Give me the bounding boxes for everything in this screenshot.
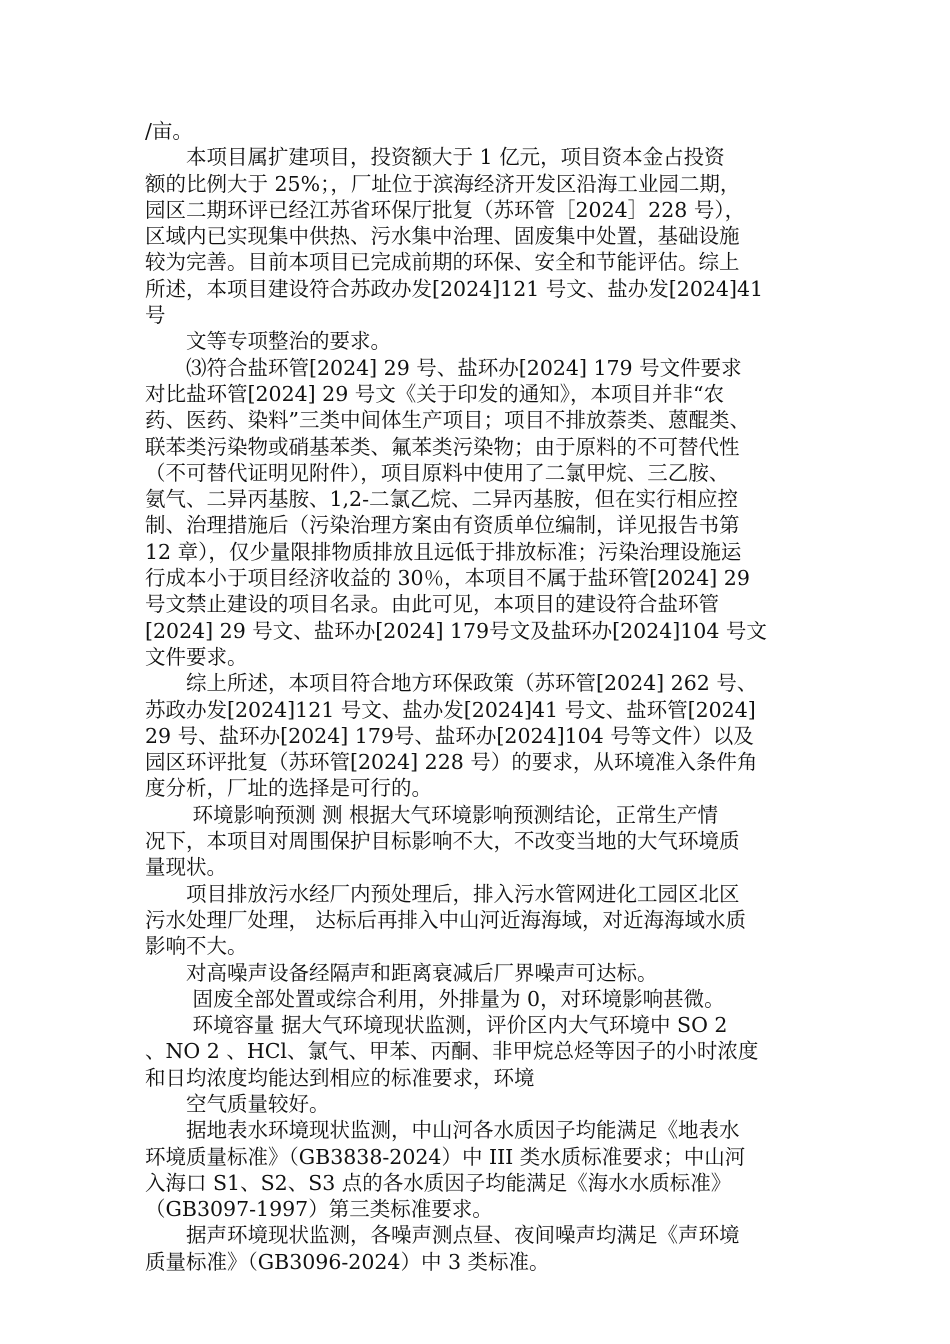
text-line: 影响不大。 [145, 934, 248, 959]
text-line: 环境容量 据大气环境现状监测，评价区内大气环境中 SO 2 [145, 1013, 728, 1038]
text-line: 号文禁止建设的项目名录。由此可见，本项目的建设符合盐环管 [145, 592, 719, 617]
text-line: 、NO 2 、HCl、氯气、甲苯、丙酮、非甲烷总烃等因子的小时浓度 [145, 1039, 759, 1064]
text-line: 况下，本项目对周围保护目标影响不大，不改变当地的大气环境质 [145, 829, 740, 854]
text-line: 29 号、盐环办[2024] 179号、盐环办[2024]104 号等文件）以及 [145, 723, 754, 748]
text-line: 区域内已实现集中供热、污水集中治理、固废集中处置，基础设施 [145, 224, 740, 249]
text-line: （GB3097-1997）第三类标准要求。 [145, 1197, 493, 1222]
text-line: 园区二期环评已经江苏省环保厅批复（苏环管［2024］228 号）， [145, 197, 746, 222]
text-line: 对高噪声设备经隔声和距离衰减后厂界噪声可达标。 [145, 960, 658, 985]
text-line: 污水处理厂处理， 达标后再排入中山河近海海域，对近海海域水质 [145, 907, 747, 932]
text-line: 氨气、二异丙基胺、1,2-二氯乙烷、二异丙基胺，但在实行相应控 [145, 487, 739, 512]
text-line: 入海口 S1、S2、S3 点的各水质因子均能满足《海水水质标准》 [145, 1170, 732, 1195]
text-line: 号 [145, 303, 166, 328]
text-line: 质量标准》（GB3096-2024）中 3 类标准。 [145, 1249, 550, 1274]
text-line: ⑶符合盐环管[2024] 29 号、盐环办[2024] 179 号文件要求 [145, 355, 742, 380]
text-line: 额的比例大于 25%；，厂址位于滨海经济开发区沿海工业园二期， [145, 171, 741, 196]
text-line: 本项目属扩建项目，投资额大于 1 亿元，项目资本金占投资 [145, 145, 725, 170]
text-line: 制、治理措施后（污染治理方案由有资质单位编制，详见报告书第 [145, 513, 740, 538]
text-line: 度分析，厂址的选择是可行的。 [145, 776, 432, 801]
text-line: 项目排放污水经厂内预处理后，排入污水管网进化工园区北区 [145, 881, 740, 906]
text-line: 园区环评批复（苏环管[2024] 228 号）的要求，从环境准入条件角 [145, 750, 758, 775]
text-line: 12 章），仅少量限排物质排放且远低于排放标准；污染治理设施运 [145, 539, 742, 564]
text-line: 量现状。 [145, 855, 227, 880]
text-line: 和日均浓度均能达到相应的标准要求，环境 [145, 1065, 535, 1090]
text-line: 固废全部处置或综合利用，外排量为 0，对环境影响甚微。 [145, 986, 725, 1011]
text-line: 较为完善。目前本项目已完成前期的环保、安全和节能评估。综上 [145, 250, 740, 275]
text-line: 苏政办发[2024]121 号文、盐办发[2024]41 号文、盐环管[2024] [145, 697, 756, 722]
text-line: 文件要求。 [145, 644, 248, 669]
text-line: 联苯类污染物或硝基苯类、氟苯类污染物；由于原料的不可替代性 [145, 434, 740, 459]
text-line: 空气质量较好。 [145, 1091, 330, 1116]
text-line: /亩。 [145, 119, 193, 143]
text-line: 环境质量标准》（GB3838-2024）中 III 类水质标准要求；中山河 [145, 1144, 746, 1169]
text-line: [2024] 29 号文、盐环办[2024] 179号文及盐环办[2024]104 号文 [145, 618, 767, 643]
document-body [145, 118, 810, 1275]
text-line: （不可替代证明见附件），项目原料中使用了二氯甲烷、三乙胺、 [145, 460, 730, 485]
text-line: 药、医药、染料”三类中间体生产项目；项目不排放萘类、蒽醌类、 [145, 408, 750, 433]
text-line: 对比盐环管[2024] 29 号文《关于印发的通知》，本项目并非“农 [145, 381, 725, 406]
text-line: 综上所述，本项目符合地方环保政策（苏环管[2024] 262 号、 [145, 671, 758, 696]
text-line: 行成本小于项目经济收益的 30％，本项目不属于盐环管[2024] 29 [145, 566, 750, 591]
text-line: 据地表水环境现状监测，中山河各水质因子均能满足《地表水 [145, 1118, 740, 1143]
text-line: 据声环境现状监测，各噪声测点昼、夜间噪声均满足《声环境 [145, 1223, 740, 1248]
text-line: 文等专项整治的要求。 [145, 329, 391, 354]
text-line: 所述，本项目建设符合苏政办发[2024]121 号文、盐办发[2024]41 [145, 276, 764, 301]
text-line: 环境影响预测 测 根据大气环境影响预测结论，正常生产情 [145, 802, 719, 827]
